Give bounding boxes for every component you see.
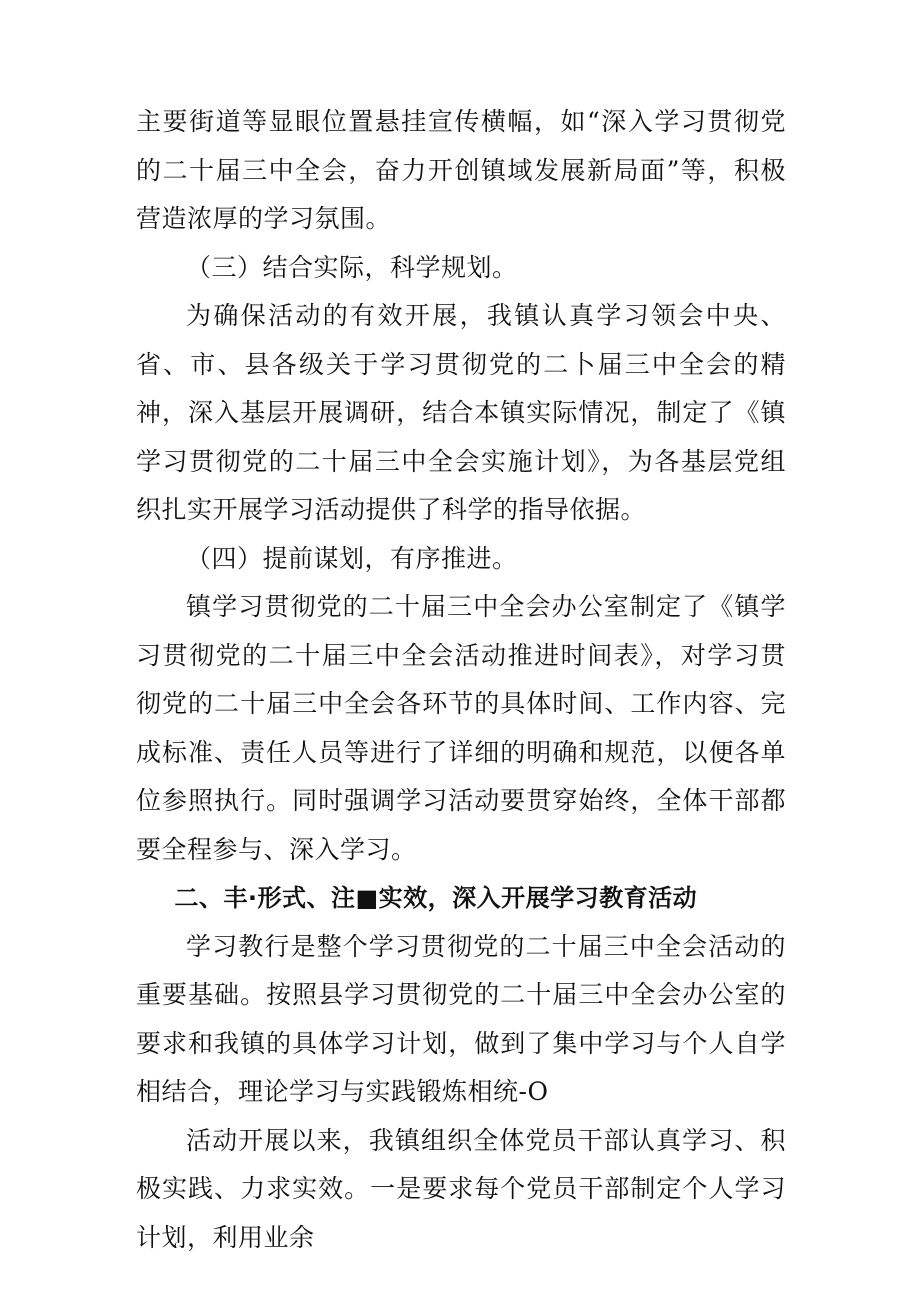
document-page xyxy=(136,98,786,1262)
paragraph-activities: 活动开展以来，我镇组织全体党员干部认真学习、积极实践、力求实效。一是要求每个党员干部制定个人学习计划，利用业余 xyxy=(136,1125,786,1252)
paragraph-timeline: 镇学习贯彻党的二十届三中全会办公室制定了《镇学习贯彻党的二十届三中全会活动推进时间表》，对学习贯彻党的二十届三中全会各环节的具体时间、工作内容、完成标准、责任人员等进行了详细的明确和规范，以便各单位参照执行。同时强调学习活动要贯穿始终，全体干部都要全程参与、深入学习。 xyxy=(136,592,786,864)
paragraph-study-education: 学习教行是整个学习贯彻党的二十届三中全会活动的重要基础。按照县学习贯彻党的二十届三中全会办公室的要求和我镇的具体学习计划，做到了集中学习与个人自学相结合，理论学习与实践锻炼相统-O xyxy=(136,931,786,1106)
paragraph-propaganda-banners: 主要街道等显眼位置悬挂宣传横幅，如“深入学习贯彻党的二十届三中全会，奋力开创镇域发展新局面”等，积极营造浓厚的学习氛围。 xyxy=(136,107,786,233)
paragraph-implementation-plan: 为确保活动的有效开展，我镇认真学习领会中央、省、市、县各级关于学习贯彻党的二卜届三中全会的精神，深入基层开展调研，结合本镇实际情况，制定了《镇学习贯彻党的二十届三中全会实施计划》，为各基层党组织扎实开展学习活动提供了科学的指导依据。 xyxy=(136,301,786,524)
subheading-four: （四）提前谋划，有序推进。 xyxy=(186,543,518,573)
subheading-three: （三）结合实际，科学规划。 xyxy=(186,252,518,282)
section-heading-two: 二、丰·形式、注■实效，深入开展学习教育活动 xyxy=(174,884,698,912)
